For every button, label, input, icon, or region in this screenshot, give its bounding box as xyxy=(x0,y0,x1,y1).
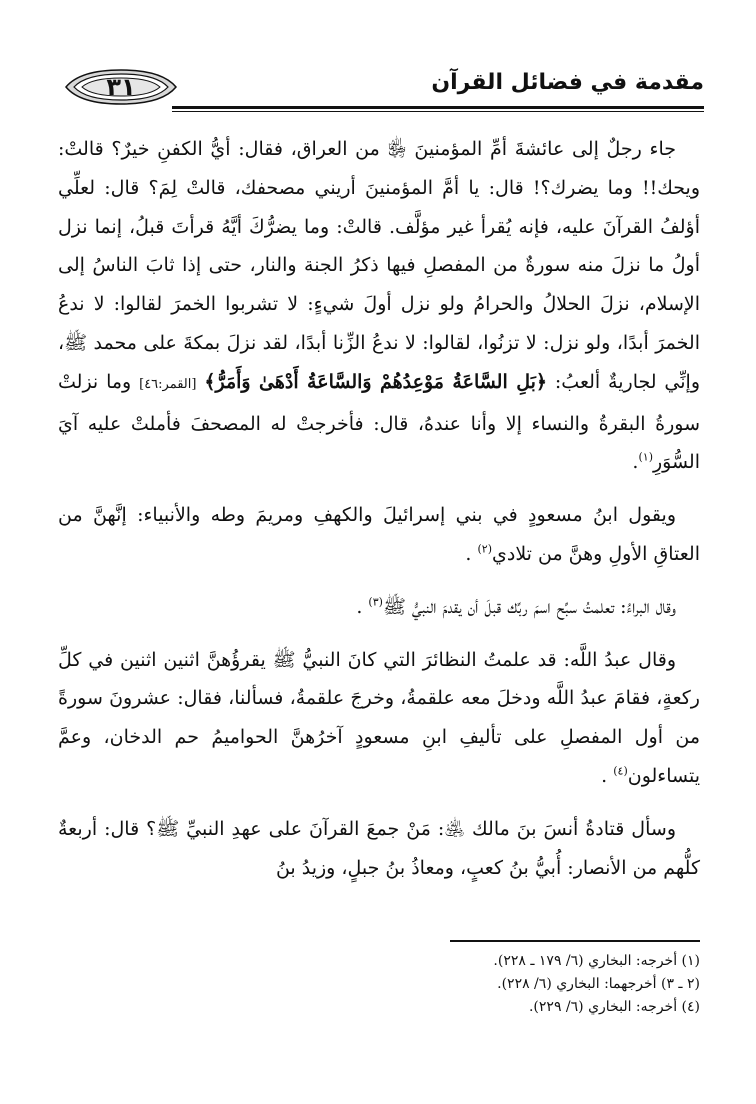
running-title: مقدمة في فضائل القرآن xyxy=(431,70,704,95)
footnote-marker: (٢) xyxy=(477,542,492,556)
paragraph-text: وسأل قتادةُ أنسَ بنَ مالك ﵁: مَنْ جمعَ القرآنَ على عهدِ النبيِّ ﷺ؟ قال: أربعةٌ كلُّهم من الأنصار: أُبيُّ بنُ كعبٍ، ومعاذُ بنُ جبلٍ، وزيدُ بنُ xyxy=(58,817,700,879)
footnote-2-3: (٢ ـ ٣) أخرجهما: البخاري (٦/ ٢٢٨). xyxy=(497,976,700,992)
footnote-4: (٤) أخرجه: البخاري (٦/ ٢٢٩). xyxy=(528,999,700,1015)
paragraph-ibn-masud: ويقول ابنُ مسعودٍ في بني إسرائيلَ والكهفِ ومريمَ وطه والأنبياء: إنَّهنَّ من العتاقِ الأولِ وهنَّ من تلادي$^{(٢)}$ . xyxy=(58,504,700,565)
footnotes xyxy=(58,950,700,1019)
paragraph-abdullah: وقال عبدُ اللَّه: قد علمتُ النظائرَ التي كانَ النبيُّ ﷺ يقرؤُهنَّ اثنين اثنين في كلِّ ركعةٍ، فقامَ عبدُ اللَّه ودخلَ معه علقمةُ، وخرجَ علقمةُ، فسألنا، فقال: عشرونَ سورةً من أول المفصلِ على تأليفِ ابنِ مسعودٍ آخرُهنَّ الحواميمُ حم الدخان، وعمَّ يتساءلون$^{(٤)}$ . xyxy=(58,648,700,787)
footnote-marker: (٣) xyxy=(368,595,383,609)
verse-reference: [القمر:٤٦] xyxy=(139,376,197,392)
page-number: ٣١ xyxy=(106,73,136,101)
footnote-marker: (٤) xyxy=(613,764,628,778)
paragraph-text: جاء رجلٌ إلى عائشةَ أمِّ المؤمنينَ ﵂ من العراق، فقال: أيُّ الكفنِ خيرٌ؟ قالتْ: ويحك!! وما يضرك؟! قال: يا أمَّ المؤمنينَ أريني مصحفك، قالتْ لِمَ؟ قال: لعلِّي أؤلفُ القرآنَ عليه، فإنه يُقرأ غير مؤلَّف. قالتْ: وما يضرُّكَ أيَّهُ قرأتَ قبلُ، إنما نزل أولُ ما نزلَ منه سورةٌ من المفصلِ فيها ذكرُ الجنة والنار، حتى إذا ثابَ الناسُ إلى الإسلام، نزلَ الحلالُ والحرامُ ولو نزل أولَ شيءٍ: لا تشربوا الخمرَ لقالوا: لا ندعُ الخمرَ أبدًا، ولو نزل: لا تزنُوا، لقالوا: لا ندعُ الزِّنا أبدًا، لقد نزلَ بمكةَ على محمد ﷺ، وإنِّي لجاريةٌ ألعبُ: xyxy=(58,138,700,393)
paragraph-text: ويقول ابنُ مسعودٍ في بني إسرائيلَ والكهفِ ومريمَ وطه والأنبياء: إنَّهنَّ من العتاقِ الأولِ وهنَّ من تلادي xyxy=(58,504,700,565)
paragraph-text: وقال عبدُ اللَّه: قد علمتُ النظائرَ التي كانَ النبيُّ ﷺ يقرؤُهنَّ اثنين اثنين في كلِّ ركعةٍ، فقامَ عبدُ اللَّه ودخلَ معه علقمةُ، وخرجَ علقمةُ، فسألنا، فقال: عشرونَ سورةً من أول المفصلِ على تأليفِ ابنِ مسعودٍ آخرُهنَّ الحواميمُ حم الدخان، وعمَّ يتساءلون xyxy=(58,648,700,787)
footnote-marker: (١) xyxy=(638,451,653,465)
quran-verse: ﴿بَلِ السَّاعَةُ مَوْعِدُهُمْ وَالسَّاعَةُ أَدْهَىٰ وَأَمَرُّ﴾ xyxy=(204,370,548,393)
paragraph-aisha: جاء رجلٌ إلى عائشةَ أمِّ المؤمنينَ ﵂ من العراق، فقال: أيُّ الكفنِ خيرٌ؟ قالتْ: ويحك!! وما يضرك؟! قال: يا أمَّ المؤمنينَ أريني مصحفك، قالتْ لِمَ؟ قال: لعلِّي أؤلفُ القرآنَ عليه، فإنه يُقرأ غير مؤلَّف. قالتْ: وما يضرُّكَ أيَّهُ قرأتَ قبلُ، إنما نزل أولُ ما نزلَ منه سورةٌ من المفصلِ فيها ذكرُ الجنة والنار، حتى إذا ثابَ الناسُ إلى الإسلام، نزلَ الحلالُ والحرامُ ولو نزل أولَ شيءٍ: لا تشربوا الخمرَ لقالوا: لا ندعُ الخمرَ أبدًا، ولو نزل: لا تزنُوا، لقالوا: لا ندعُ الزِّنا أبدًا، لقد نزلَ بمكةَ على محمد ﷺ، وإنِّي لجاريةٌ ألعبُ: ﴿بَلِ السَّاعَةُ مَوْعِدُهُمْ وَالسَّاعَةُ أَدْهَىٰ وَأَمَرُّ﴾ [القمر:٤٦] وما نزلتْ سورةُ البقرةُ والنساء إلا وأنا عندهُ، قال: فأخرجتْ له المصحفَ فأملتْ عليه آيَ السُّوَرِ$^{(١)}$. xyxy=(58,138,700,474)
header-rule xyxy=(172,106,704,109)
paragraph-qatada xyxy=(58,810,700,888)
main-text xyxy=(58,130,700,887)
footnote-separator xyxy=(450,940,700,942)
paragraph-baraa: وقال البراءُ: تعلمتُ سبِّح اسمَ ربِّك قبلَ أن يقدمَ النبيُّ ﷺ$^{(٣)}$ . xyxy=(356,595,676,618)
header-rule-thin xyxy=(172,111,704,112)
paragraph-text: وما نزلتْ سورةُ البقرةُ والنساء إلا وأنا عندهُ، قال: فأخرجتْ له المصحفَ فأملتْ عليه آيَ السُّوَرِ xyxy=(58,370,700,474)
paragraph-text: وقال البراءُ: تعلمتُ سبِّح اسمَ ربِّك قبلَ أن يقدمَ النبيُّ ﷺ xyxy=(382,595,676,618)
footnote-1: (١) أخرجه: البخاري (٦/ ١٧٩ ـ ٢٢٨). xyxy=(493,953,700,969)
page-number-badge xyxy=(62,68,180,106)
page-header xyxy=(62,66,704,114)
